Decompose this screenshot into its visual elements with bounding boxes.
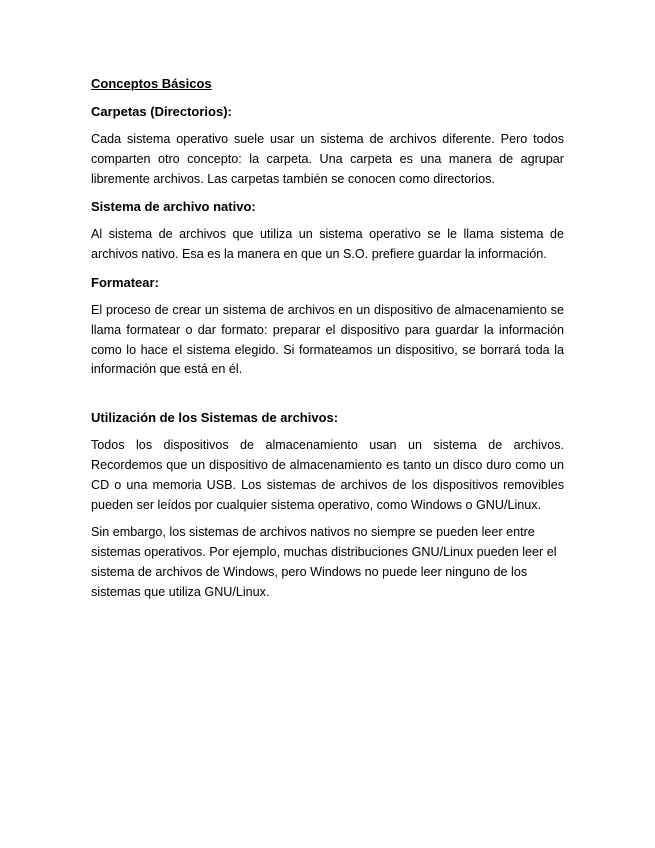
section-paragraph-formatear: El proceso de crear un sistema de archivos en un dispositivo de almacenamiento se llama formatear o dar formato: preparar el dispositivo para guardar la información como lo hace el sistema elegido. Si formateamos un dispositivo, se borrará toda la información que está en él. — [91, 302, 564, 377]
document-title: Conceptos Básicos — [91, 76, 212, 91]
spacer — [91, 388, 564, 408]
section-paragraph-utilizacion: Todos los dispositivos de almacenamiento usan un sistema de archivos. Recordemos que un dispositivo de almacenamiento es tanto un disco duro como un CD o una memoria USB. Los sistemas de archivos de los dispositivos removibles pueden ser leídos por cualquier sistema operativo, como Windows o GNU/Linux. — [91, 438, 564, 512]
section-heading-carpetas: Carpetas (Directorios): — [91, 104, 232, 119]
section-paragraph-sistema-nativo: Al sistema de archivos que utiliza un sistema operativo se le llama sistema de archivos nativo. Esa es la manera en que un S.O. prefiere guardar la información. — [91, 227, 564, 262]
section-paragraph-utilizacion-2: Sin embargo, los sistemas de archivos nativos no siempre se pueden leer entre sistemas operativos. Por ejemplo, muchas distribuciones GNU/Linux pueden leer el sistema de archivos de Windows, pero Windows no puede leer ninguno de los sistemas que utiliza GNU/Linux. — [91, 525, 557, 599]
section-heading-formatear: Formatear: — [91, 274, 159, 290]
section-heading-utilizacion: Utilización de los Sistemas de archivos: — [91, 410, 339, 426]
document-page — [91, 74, 564, 611]
section-paragraph-carpetas: Cada sistema operativo suele usar un sistema de archivos diferente. Pero todos comparten otro concepto: la carpeta. Una carpeta es una manera de agrupar libremente archivos. Las carpetas también se conocen como directorios. — [91, 132, 564, 186]
section-heading-sistema-nativo: Sistema de archivo nativo: — [91, 199, 256, 215]
